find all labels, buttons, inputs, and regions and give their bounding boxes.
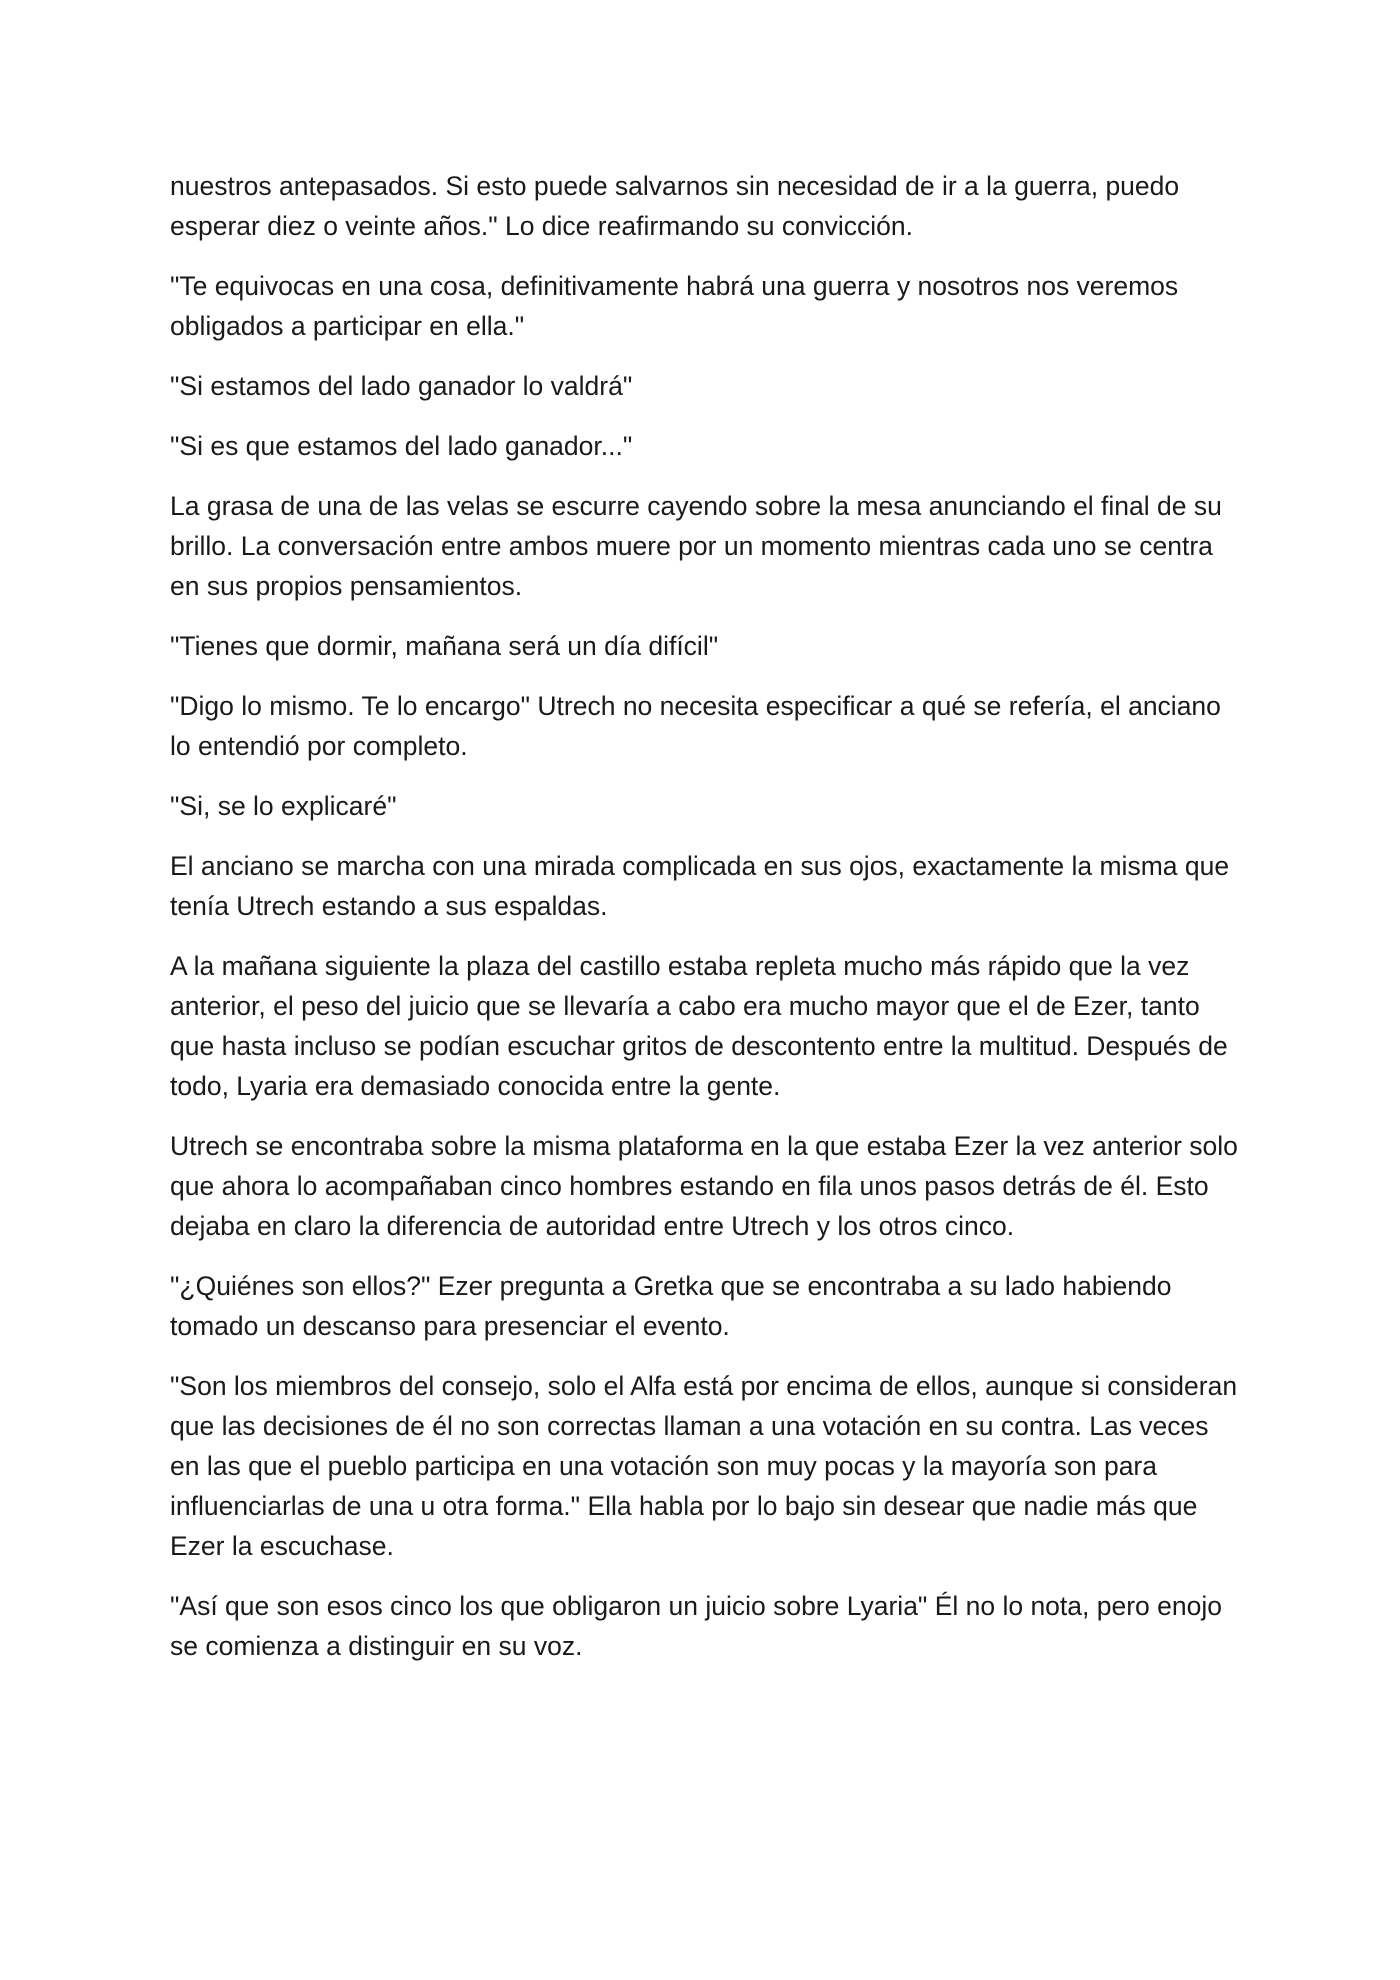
paragraph-12: "¿Quiénes son ellos?" Ezer pregunta a Gretka que se encontraba a su lado habiendo tomado un descanso para presenciar el evento. (170, 1271, 1172, 1341)
paragraph-5: La grasa de una de las velas se escurre cayendo sobre la mesa anunciando el final de su brillo. La conversación entre ambos muere por un momento mientras cada uno se centra en sus propios pensamientos. (170, 491, 1222, 601)
paragraph-1: nuestros antepasados. Si esto puede salvarnos sin necesidad de ir a la guerra, puedo esperar diez o veinte años." Lo dice reafirmando su convicción. (170, 171, 1180, 241)
paragraph-8: "Si, se lo explicaré" (170, 791, 397, 821)
paragraph-2: "Te equivocas en una cosa, definitivamente habrá una guerra y nosotros nos veremos obligados a participar en ella." (170, 271, 1179, 341)
paragraph-10: A la mañana siguiente la plaza del castillo estaba repleta mucho más rápido que la vez anterior, el peso del juicio que se llevaría a cabo era mucho mayor que el de Ezer, tanto que hasta incluso se podían escuchar gritos de descontento entre la multitud. Después de todo, Lyaria era demasiado conocida entre la gente. (170, 951, 1228, 1101)
document-body (170, 166, 1242, 1686)
paragraph-6: "Tienes que dormir, mañana será un día difícil" (170, 631, 719, 661)
paragraph-7: "Digo lo mismo. Te lo encargo" Utrech no necesita especificar a qué se refería, el anciano lo entendió por completo. (170, 691, 1221, 761)
paragraph-4: "Si es que estamos del lado ganador..." (170, 431, 633, 461)
paragraph-3: "Si estamos del lado ganador lo valdrá" (170, 371, 633, 401)
paragraph-11: Utrech se encontraba sobre la misma plataforma en la que estaba Ezer la vez anterior solo que ahora lo acompañaban cinco hombres estando en fila unos pasos detrás de él. Esto dejaba en claro la diferencia de autoridad entre Utrech y los otros cinco. (170, 1131, 1238, 1241)
paragraph-13: "Son los miembros del consejo, solo el Alfa está por encima de ellos, aunque si consideran que las decisiones de él no son correctas llaman a una votación en su contra. Las veces en las que el pueblo participa en una votación son muy pocas y la mayoría son para influenciarlas de una u otra forma." Ella habla por lo bajo sin desear que nadie más que Ezer la escuchase. (170, 1371, 1238, 1561)
paragraph-9: El anciano se marcha con una mirada complicada en sus ojos, exactamente la misma que tenía Utrech estando a sus espaldas. (170, 851, 1230, 921)
paragraph-14: "Así que son esos cinco los que obligaron un juicio sobre Lyaria" Él no lo nota, pero enojo se comienza a distinguir en su voz. (170, 1591, 1222, 1661)
